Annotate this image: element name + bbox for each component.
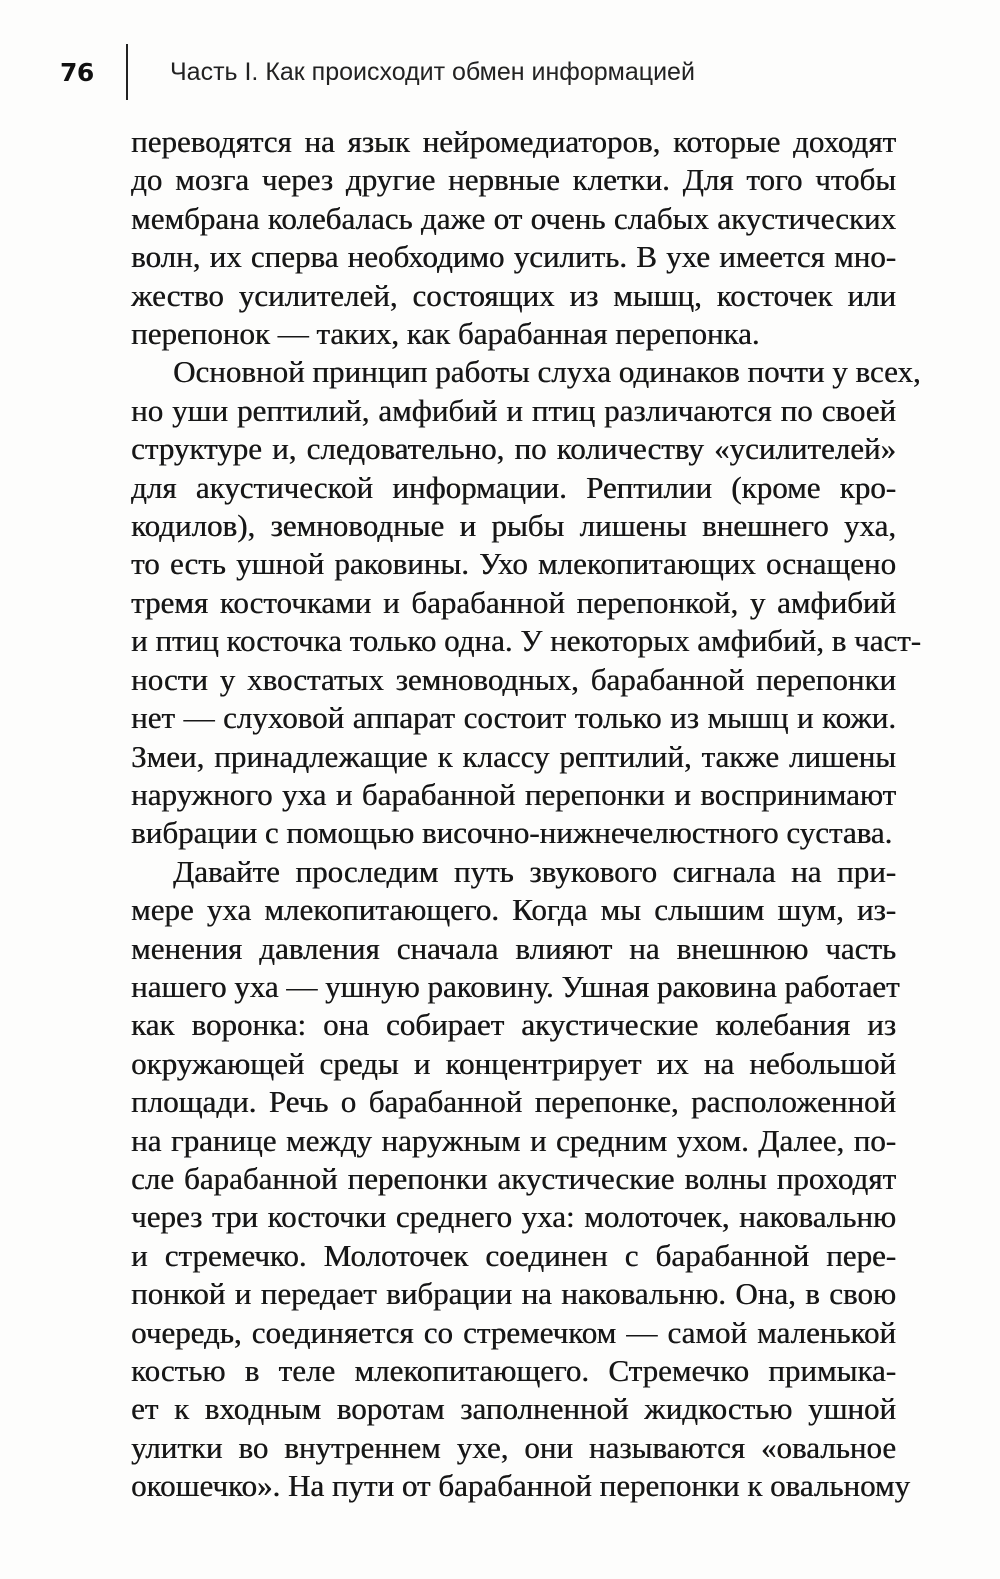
text-line: очередь, соединяется со стремечком — самой маленькой	[131, 1314, 896, 1350]
paragraph-1	[131, 123, 896, 353]
text-line: тремя косточками и барабанной перепонкой, у амфибий	[131, 584, 896, 620]
running-title: Часть I. Как происходит обмен информацией	[170, 58, 695, 86]
text-line: кодилов), земноводные и рыбы лишены внешнего уха,	[131, 508, 896, 544]
paragraph-3	[131, 853, 911, 1506]
text-line: но уши рептилий, амфибий и птиц различаются по своей	[131, 392, 896, 428]
text-line: и стремечко. Молоточек соединен с барабанной пере-	[131, 1237, 896, 1273]
text-line: ности у хвостатых земноводных, барабанной перепонки	[131, 661, 896, 697]
text-line: вибрации с помощью височно-нижнечелюстного сустава.	[131, 815, 893, 851]
paragraph-2	[131, 353, 921, 852]
text-line: окошечко». На пути от барабанной перепонки к овальному	[131, 1468, 911, 1504]
text-line: на границе между наружным и средним ухом. Далее, по-	[131, 1122, 896, 1158]
text-line: перепонок — таких, как барабанная перепонка.	[131, 316, 760, 352]
text-line: наружного уха и барабанной перепонки и воспринимают	[131, 776, 896, 812]
text-line: Давайте проследим путь звукового сигнала на при-	[173, 853, 896, 889]
text-line: мере уха млекопитающего. Когда мы слышим шум, из-	[131, 892, 896, 928]
text-line: площади. Речь о барабанной перепонке, расположенной	[131, 1084, 896, 1120]
text-line: Змеи, принадлежащие к классу рептилий, также лишены	[131, 738, 896, 774]
text-line: сле барабанной перепонки акустические волны проходят	[131, 1160, 896, 1196]
text-line: мембрана колебалась даже от очень слабых акустических	[131, 200, 896, 236]
text-line: Основной принцип работы слуха одинаков почти у всех,	[173, 354, 921, 390]
text-line: то есть ушной раковины. Ухо млекопитающих оснащено	[131, 546, 896, 582]
text-line: окружающей среды и концентрирует их на небольшой	[131, 1045, 896, 1081]
text-line: через три косточки среднего уха: молоточек, наковальню	[131, 1199, 896, 1235]
text-line: нет — слуховой аппарат состоит только из мышц и кожи.	[131, 700, 896, 736]
body-text	[131, 123, 921, 1506]
text-line: переводятся на язык нейромедиаторов, которые доходят	[131, 124, 896, 159]
text-line: до мозга через другие нервные клетки. Для того чтобы	[131, 162, 896, 198]
text-line: жество усилителей, состоящих из мышц, косточек или	[131, 277, 896, 313]
text-line: понкой и передает вибрации на наковальню. Она, в свою	[131, 1276, 896, 1312]
text-line: для акустической информации. Рептилии (кроме кро-	[131, 469, 896, 505]
text-line: волн, их сперва необходимо усилить. В ухе имеется мно-	[131, 239, 896, 275]
text-line: костью в теле млекопитающего. Стремечко примыка-	[131, 1353, 896, 1388]
text-line: как воронка: она собирает акустические колебания из	[131, 1007, 896, 1043]
text-line: нашего уха — ушную раковину. Ушная раковина работает	[131, 968, 900, 1004]
header-divider	[126, 44, 128, 100]
text-line: структуре и, следовательно, по количеству «усилителей»	[131, 431, 896, 467]
text-line: и птиц косточка только одна. У некоторых амфибий, в част-	[131, 623, 921, 659]
text-line: менения давления сначала влияют на внешнюю часть	[131, 930, 896, 966]
running-head	[60, 44, 940, 100]
text-line: улитки во внутреннем ухе, они называются «овальное	[131, 1429, 896, 1465]
page-number: 76	[60, 58, 94, 87]
text-line: ет к входным воротам заполненной жидкостью ушной	[131, 1391, 896, 1427]
